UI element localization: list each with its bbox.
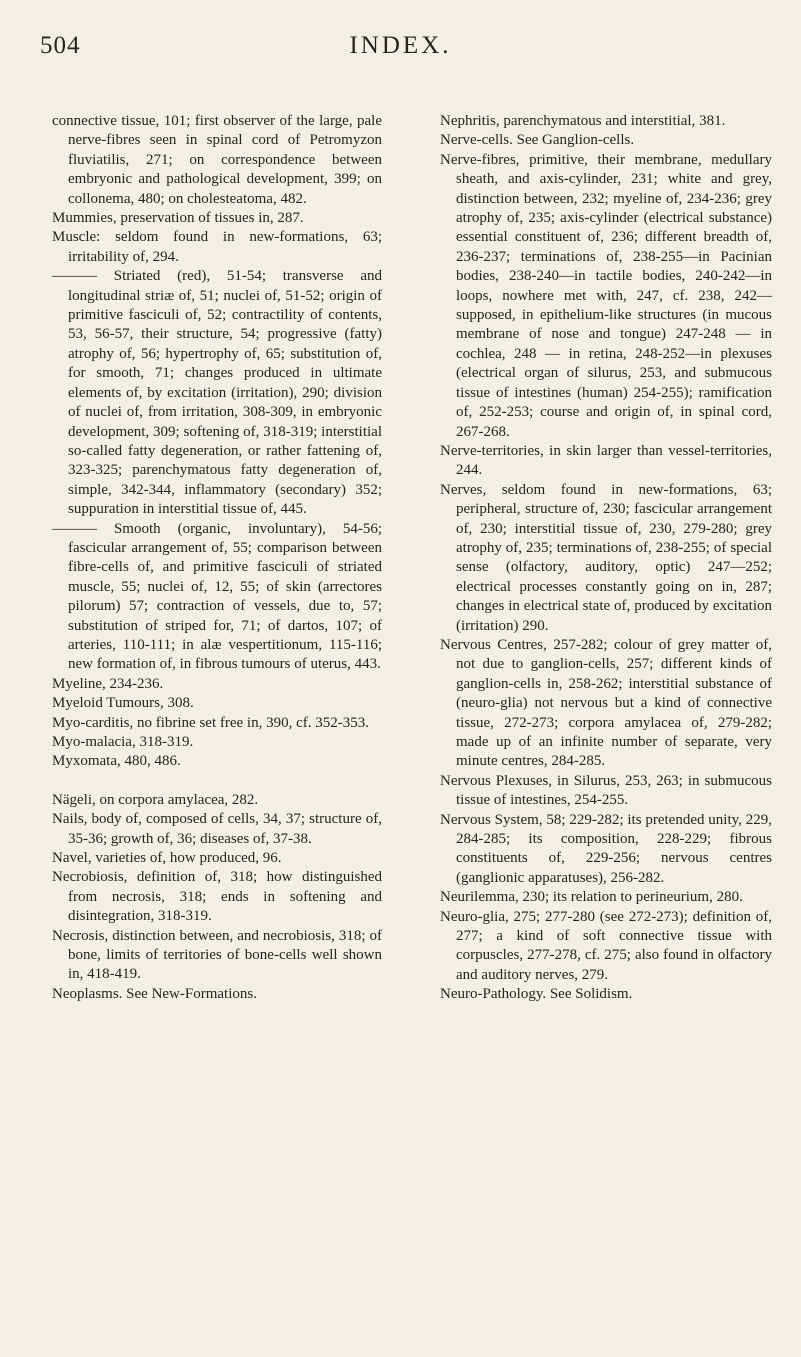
index-entry: Necrosis, distinction between, and necrobiosis, 318; of bone, limits of territories of bone-cells well shown in, 418-419. <box>52 927 382 983</box>
index-entry: Nerve-fibres, primitive, their membrane, medullary sheath, and axis-cylinder, 231; white and grey, distinction between, 232; myeline of, 234-236; grey atrophy of, 235; axis-cylinder (electrical substance) essential constituent of, 236; different breadth of, 236-237; terminations of, 238-255—in Pacinian bodies, 238-240—in tactile bodies, 240-242—in loops, nowhere met with, 247, cf. 238, 242—supposed, in epithelium-like structures (in mucous membrane of nose and tongue) 247-248 — in cochlea, 248 — in retina, 248-252—in plexuses (electrical organ of silurus, 253, and submucous tissue of intestines (human) 254-255); ramification of, 252-253; course and origin of, in spinal cord, 267-268. <box>440 151 772 440</box>
index-entry: Nails, body of, composed of cells, 34, 37; structure of, 35-36; growth of, 36; diseases of, 37-38. <box>52 811 382 847</box>
right-column <box>440 112 772 1005</box>
index-entry: Nervous System, 58; 229-282; its pretended unity, 229, 284-285; its composition, 228-229; fibrous constituents of, 229-256; nervous centres (ganglionic apparatuses), 256-282. <box>440 811 772 886</box>
index-entry: Mummies, preservation of tissues in, 287. <box>52 210 304 227</box>
index-entry: Nephritis, parenchymatous and interstitial, 381. <box>440 113 726 129</box>
index-entry: Muscle: seldom found in new-formations, 63; irritability of, 294. <box>52 229 382 265</box>
index-entry: connective tissue, 101; first observer of the large, pale nerve-fibres seen in spinal cord of Petromyzon fluviatilis, 271; on correspondence between embryonic and pathological development, 399; on collonema, 480; on cholesteatoma, 482. <box>52 113 382 207</box>
index-entry: ——— Striated (red), 51-54; transverse and longitudinal striæ of, 51; nuclei of, 51-52; origin of primitive fasciculi of, 52; contractility of contents, 53, 56-57, their structure, 54; progressive (fatty) atrophy of, 56; hypertrophy of, 65; substitution of, for smooth, 71; changes produced in ultimate elements of, by excitation (irritation), 290; division of nuclei of, from irritation, 308-309, in embryonic development, 309; softening of, 318-319; interstitial so-called fatty degeneration, or rather fattening of, 323-325; parenchymatous fatty degeneration of, simple, 342-344, inflammatory (secondary) 352; suppuration in interstitial tissue of, 445. <box>52 268 382 518</box>
index-entry: Neuro-Pathology. See Solidism. <box>440 986 633 1003</box>
left-column <box>52 112 382 1004</box>
index-entry: Nägeli, on corpora amylacea, 282. <box>52 791 259 808</box>
index-entry: Nerves, seldom found in new-formations, 63; peripheral, structure of, 230; fascicular arrangement of, 230; interstitial tissue of, 230, 279-280; grey atrophy of, 235; terminations of, 238-255; of special sense (olfactory, auditory, optic) 247—252; electrical processes constantly going on in, 287; changes in electrical state of, produced by excitation (irritation) 290. <box>440 481 772 634</box>
index-entry: Nerve-territories, in skin larger than vessel-territories, 244. <box>440 442 772 479</box>
page-header <box>0 32 801 68</box>
index-entry: Neuro-glia, 275; 277-280 (see 272-273); definition of, 277; a kind of soft connective tissue with corpuscles, 277-278, cf. 275; also found in olfactory and auditory nerves, 279. <box>440 908 772 983</box>
index-entry: Necrobiosis, definition of, 318; how distinguished from necrosis, 318; ends in softening and disintegration, 318-319. <box>52 869 382 925</box>
running-head-title: INDEX. <box>349 32 452 59</box>
page-number: 504 <box>40 32 81 59</box>
index-entry: Nervous Plexuses, in Silurus, 253, 263; in submucous tissue of intestines, 254-255. <box>440 772 772 809</box>
index-entry: ——— Smooth (organic, involuntary), 54-56; fascicular arrangement of, 55; comparison between fibre-cells of, and primitive fasciculi of striated muscle, 55; nuclei of, 12, 55; of skin (arrectores pilorum) 57; contraction of vessels, due to, 57; substitution of striped for, 71; of dartos, 107; of arteries, 110-111; in alæ vespertitionum, 115-116; new formation of, in fibrous tumours of uterus, 443. <box>52 520 382 673</box>
index-entry: Myo-carditis, no fibrine set free in, 390, cf. 352-353. <box>52 714 369 731</box>
index-entry: Myeline, 234-236. <box>52 675 164 692</box>
index-entry: Myxomata, 480, 486. <box>52 753 181 770</box>
index-entry: Neurilemma, 230; its relation to perineurium, 280. <box>440 889 743 906</box>
index-entry: Myeloid Tumours, 308. <box>52 695 194 712</box>
index-entry: Nervous Centres, 257-282; colour of grey matter of, not due to ganglion-cells, 257; different kinds of ganglion-cells in, 258-262; interstitial substance of (neuro-glia) not nervous but a kind of connective tissue, 272-273; corpora amylacea of, 279-282; made up of an infinite number of separate, very minute centres, 284-285. <box>440 636 772 770</box>
index-entry: Myo-malacia, 318-319. <box>52 734 194 750</box>
index-entry: Navel, varieties of, how produced, 96. <box>52 850 282 867</box>
index-entry: Nerve-cells. See Ganglion-cells. <box>440 132 635 149</box>
index-entry: Neoplasms. See New-Formations. <box>52 985 257 1002</box>
